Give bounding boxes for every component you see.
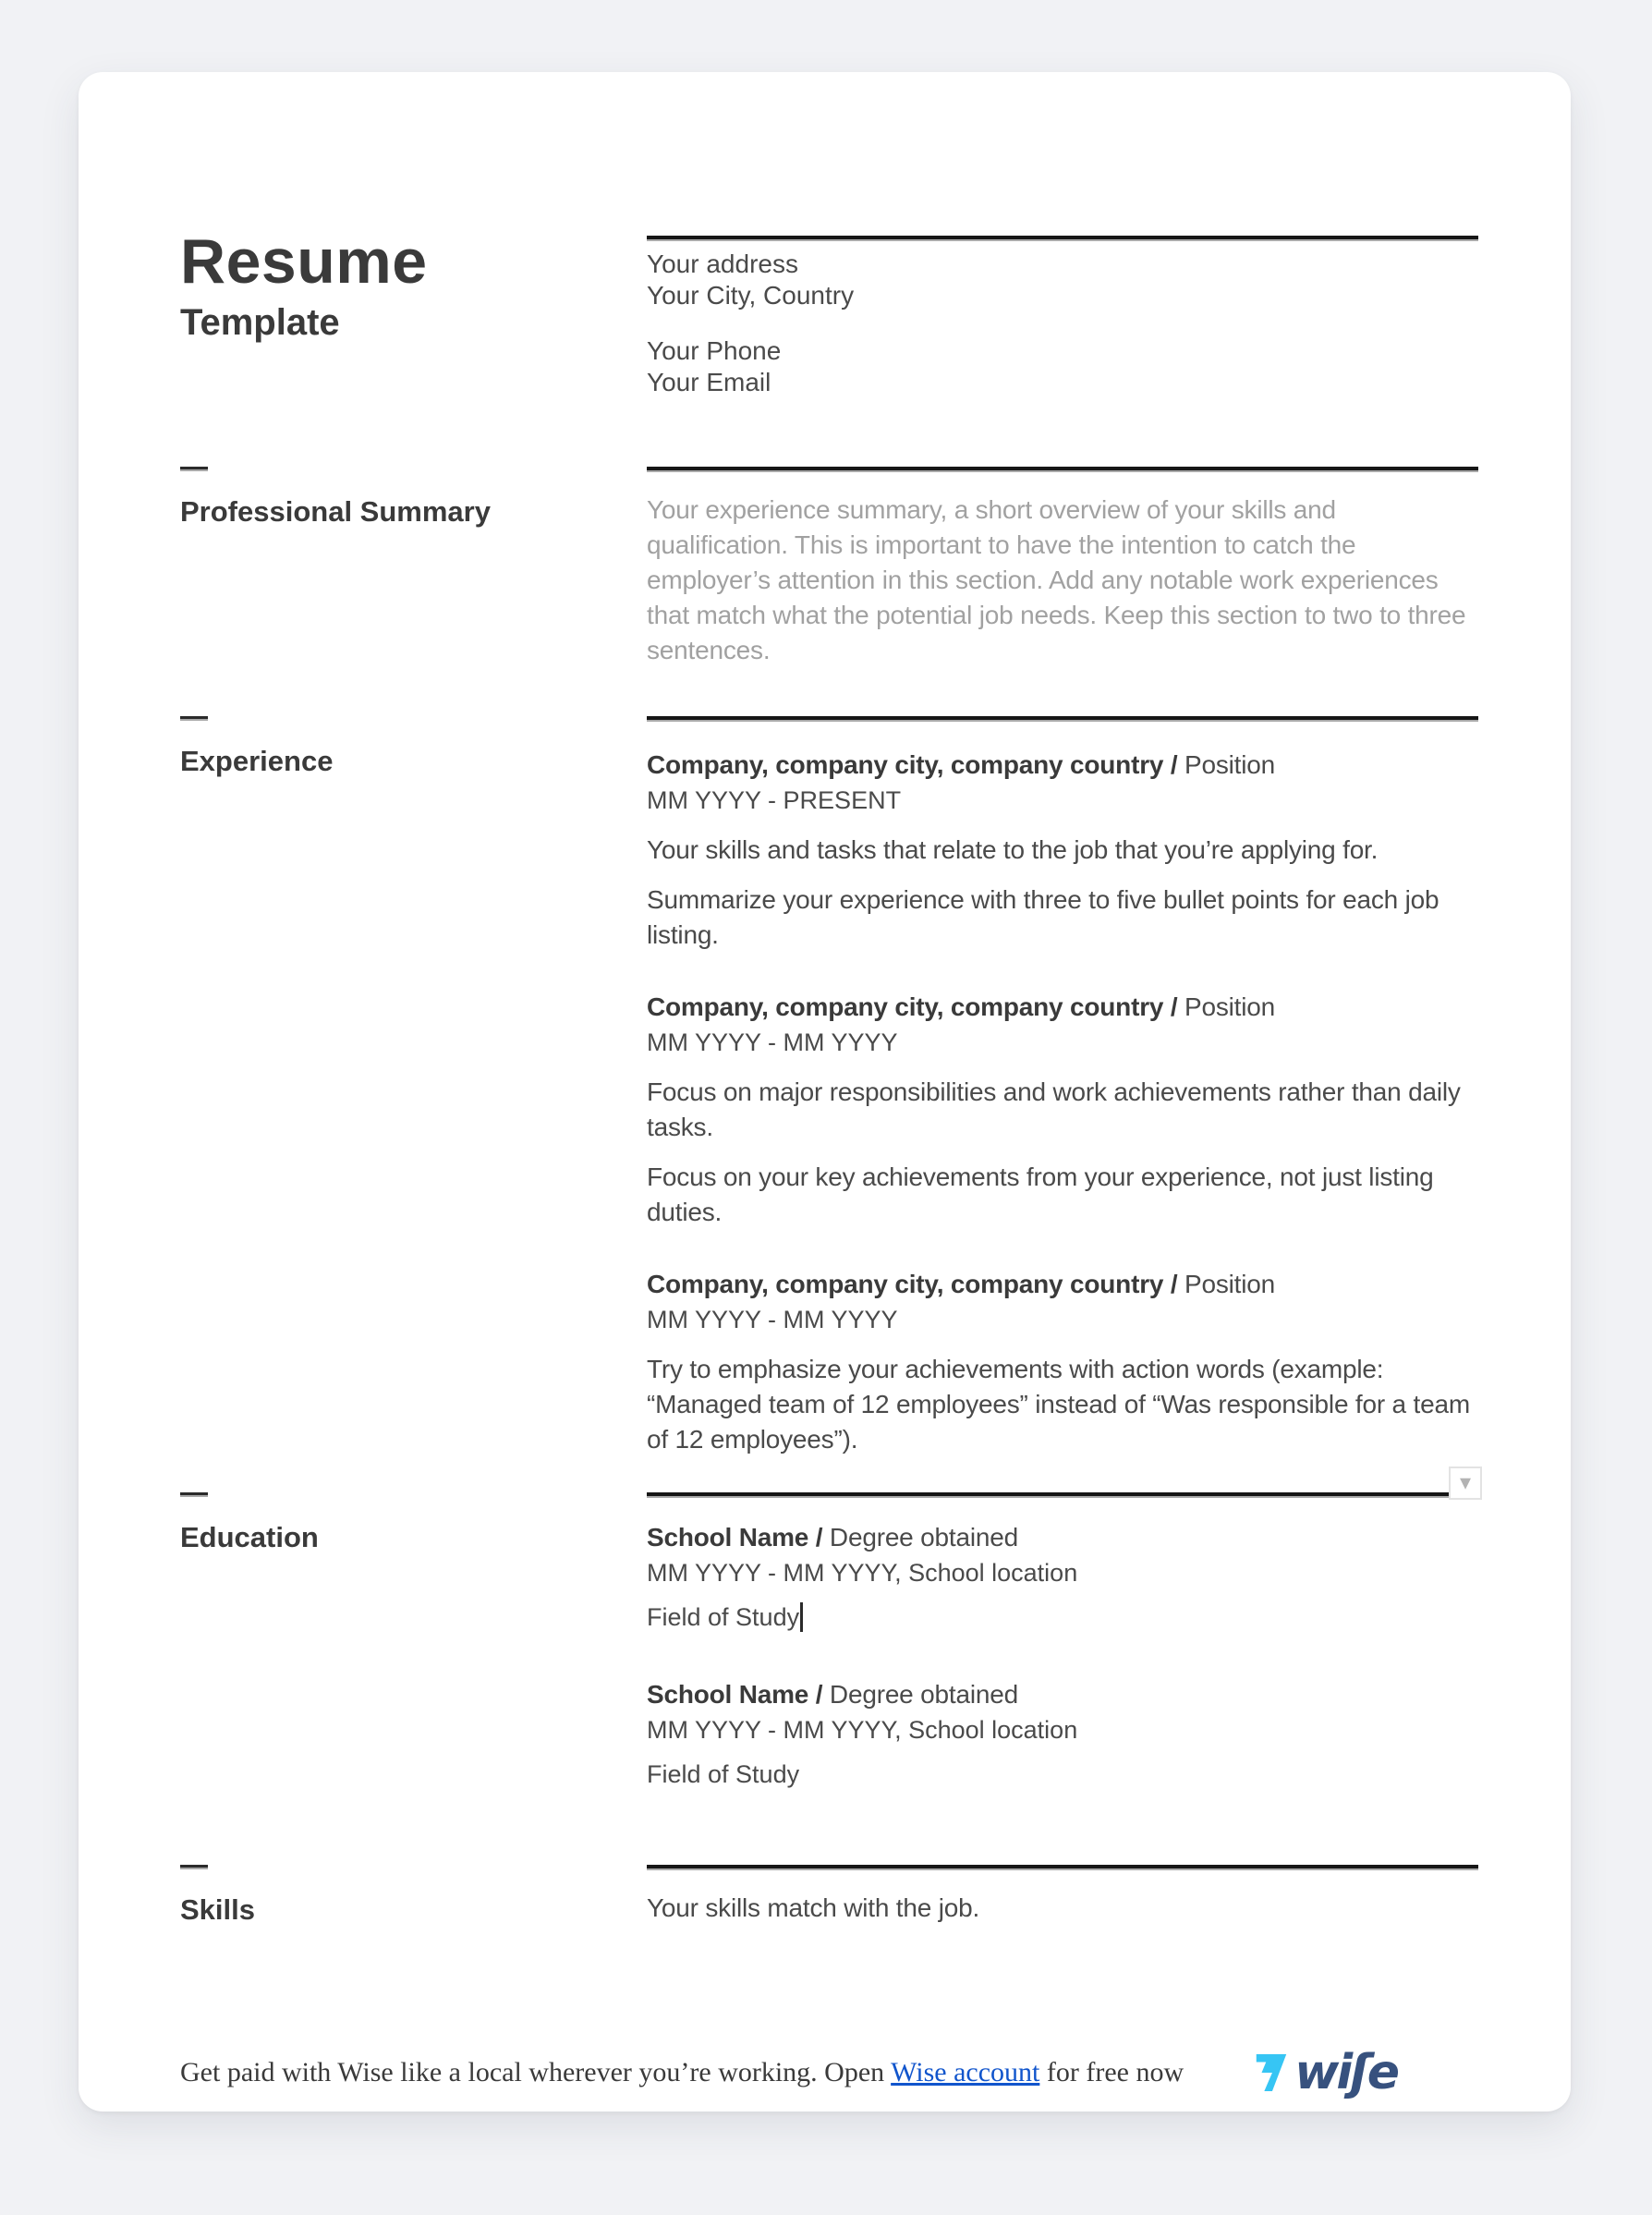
header-section xyxy=(180,226,1478,398)
experience-entry xyxy=(647,1267,1478,1457)
position-title: Position xyxy=(1177,750,1276,779)
footer-text-before: Get paid with Wise like a local wherever you’re working. Open xyxy=(180,2057,892,2087)
wise-wordmark: wiʃe xyxy=(1294,2045,1397,2100)
skills-text: Your skills match with the job. xyxy=(647,1893,980,1922)
entry-paragraph: Your skills and tasks that relate to the job that you’re applying for. xyxy=(647,835,1379,864)
section-dash xyxy=(180,1865,208,1869)
experience-heading: Experience xyxy=(180,745,334,777)
section-dash xyxy=(180,467,208,471)
section-divider xyxy=(647,1492,1478,1498)
contact-block xyxy=(647,249,1478,398)
company-name: Company, company city, company country / xyxy=(647,750,1178,779)
footer-text-after: for free now xyxy=(1039,2057,1184,2087)
summary-heading: Professional Summary xyxy=(180,495,491,528)
contact-phone: Your Phone xyxy=(647,336,782,365)
document-title: Resume xyxy=(180,226,428,297)
section-divider xyxy=(647,467,1478,472)
section-divider xyxy=(647,716,1478,722)
contact-address: Your address xyxy=(647,249,798,278)
wise-logo xyxy=(1252,2045,1397,2100)
summary-placeholder-text: Your experience summary, a short overview of your skills and qualification. This is important to have the intention to catch the employer’s attention in this section. Add any notable work experiences that match what the potential job needs. Keep this section to two to three sentences. xyxy=(647,495,1466,664)
chevron-down-icon: ▾ xyxy=(1459,1470,1472,1495)
section-divider xyxy=(647,1865,1478,1870)
entry-paragraph: Summarize your experience with three to five bullet points for each job listing. xyxy=(647,885,1439,949)
skills-heading: Skills xyxy=(180,1893,255,1926)
experience-entry xyxy=(647,748,1478,953)
entry-dates: MM YYYY - MM YYYY xyxy=(647,1306,898,1333)
section-divider xyxy=(647,236,1478,241)
education-entry xyxy=(647,1520,1478,1635)
entry-dates: MM YYYY - MM YYYY xyxy=(647,1028,898,1056)
education-entry xyxy=(647,1677,1478,1792)
school-name: School Name / xyxy=(647,1680,823,1709)
field-of-study: Field of Study xyxy=(647,1603,800,1631)
degree-name: Degree obtained xyxy=(822,1680,1018,1709)
education-section xyxy=(180,1470,1478,1792)
experience-section xyxy=(180,716,1478,1457)
contact-city-country: Your City, Country xyxy=(647,281,855,310)
text-cursor xyxy=(800,1602,803,1632)
field-of-study: Field of Study xyxy=(647,1760,800,1788)
position-title: Position xyxy=(1177,1270,1276,1298)
footer-promo-text xyxy=(180,2057,1184,2088)
entry-dates: MM YYYY - MM YYYY, School location xyxy=(647,1559,1078,1587)
company-name: Company, company city, company country / xyxy=(647,1270,1178,1298)
school-name: School Name / xyxy=(647,1523,823,1552)
section-dash xyxy=(180,716,208,721)
section-dash xyxy=(180,1492,208,1497)
header-title-column xyxy=(180,226,647,398)
document-subtitle: Template xyxy=(180,302,340,343)
position-title: Position xyxy=(1177,992,1276,1021)
dropdown-button[interactable] xyxy=(1449,1467,1482,1500)
degree-name: Degree obtained xyxy=(822,1523,1018,1552)
education-heading: Education xyxy=(180,1521,319,1553)
summary-section xyxy=(180,467,1478,668)
entry-dates: MM YYYY - MM YYYY, School location xyxy=(647,1716,1078,1744)
experience-entry xyxy=(647,990,1478,1230)
wise-account-link[interactable]: Wise account xyxy=(891,2057,1040,2087)
entry-dates: MM YYYY - PRESENT xyxy=(647,786,902,814)
entry-paragraph: Focus on major responsibilities and work achievements rather than daily tasks. xyxy=(647,1077,1461,1141)
contact-email: Your Email xyxy=(647,368,771,396)
entry-paragraph: Focus on your key achievements from your experience, not just listing duties. xyxy=(647,1162,1434,1226)
entry-paragraph: Try to emphasize your achievements with action words (example: “Managed team of 12 employees” instead of “Was responsible for a team of 12 employees”). xyxy=(647,1355,1470,1454)
contact-column xyxy=(647,230,1478,398)
company-name: Company, company city, company country / xyxy=(647,992,1178,1021)
resume-document-card xyxy=(79,72,1571,2112)
footer-bar xyxy=(180,2036,1478,2110)
skills-section xyxy=(180,1865,1478,1927)
wise-flag-icon xyxy=(1252,2051,1291,2095)
